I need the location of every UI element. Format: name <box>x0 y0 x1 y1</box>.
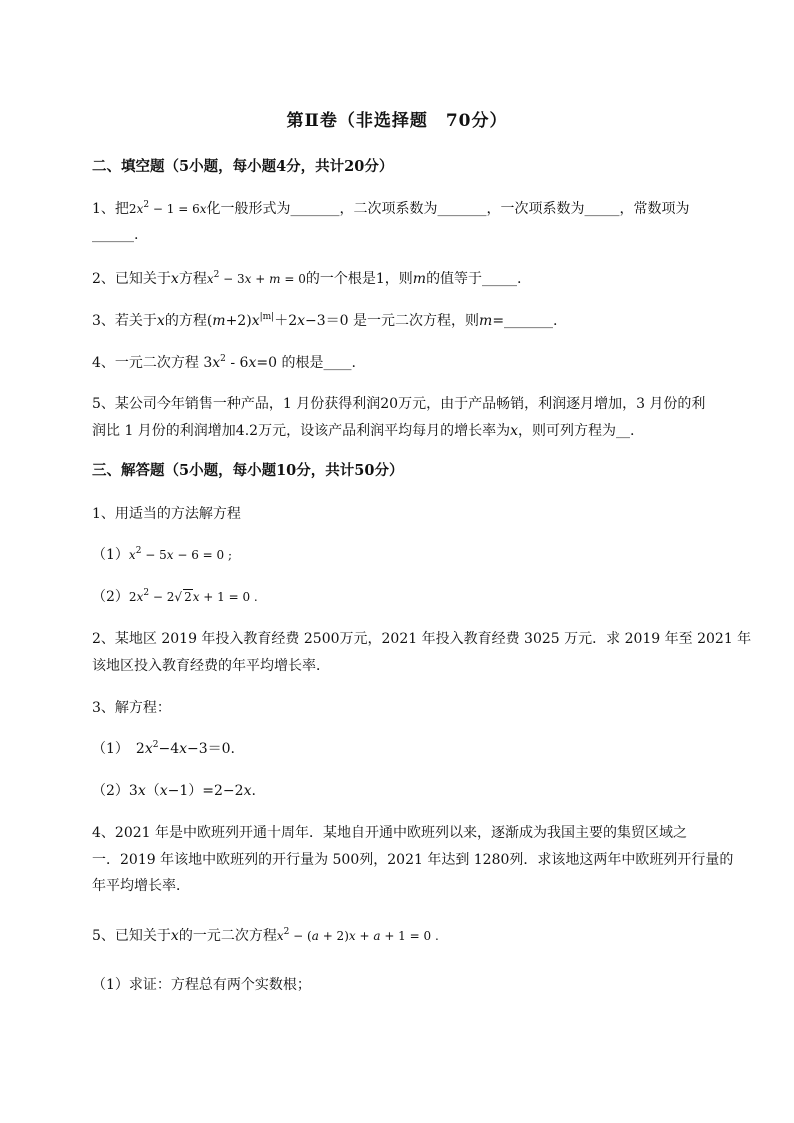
question-2-5-line2: 润比 1 月份的利润增加4.2万元，设该产品利润平均每月的增长率为x，则可列方程为__. <box>92 423 635 439</box>
question-3-3-part2: （2）3x（x−1）=2−2x. <box>92 783 256 799</box>
question-2-5-line1: 5、某公司今年销售一种产品，1 月份获得利润20万元，由于产品畅销，利润逐月增加，3 月份的利 <box>92 396 706 412</box>
question-3-3-part1: （1） $2x^2-4x-3=0$. <box>92 740 236 757</box>
question-2-4: 4、一元二次方程 $3x^2 - 6x=0$ 的根是____. <box>92 354 356 371</box>
question-3-5-part1: （1）求证：方程总有两个实数根； <box>92 977 311 993</box>
section-heading-fill-in: 二、填空题（5小题，每小题4分，共计20分） <box>92 158 394 175</box>
question-3-3: 3、解方程： <box>92 700 171 716</box>
question-3-4-line1: 4、2021 年是中欧班列开通十周年．某地自开通中欧班列以来，逐渐成为我国主要的集贸区域之 <box>92 825 687 841</box>
question-2-2: 2、已知关于x方程$x^2 - 3x + m = 0$的一个根是1，则m的值等于_____. <box>92 270 522 287</box>
question-3-2-line2: 该地区投入教育经费的年平均增长率． <box>92 658 330 674</box>
sqrt-sign: √ <box>174 590 183 604</box>
question-2-1-cont: ______. <box>92 227 139 243</box>
section-heading-solve: 三、解答题（5小题，每小题10分，共计50分） <box>92 462 404 479</box>
question-3-5: 5、已知关于x的一元二次方程$x^2 - (a + 2)x + a + 1 = 0$ . <box>92 927 439 944</box>
question-3-4-line2: 一．2019 年该地中欧班列的开行量为 500列，2021 年达到 1280列．求该地这两年中欧班列开行量的 <box>92 852 734 868</box>
question-3-1-part2: $(2)2x^2 - 2√$ 2x + 1 = 0 . <box>92 588 258 605</box>
question-2-3: 3、若关于x的方程$(m+2)x^{|m|}+2x-3=0$ 是一元二次方程，则m=_______. <box>92 312 558 329</box>
question-3-4-line3: 年平均增长率． <box>92 878 190 894</box>
question-2-1: 1、把$2x^2 - 1 = 6x$化一般形式为_______，二次项系数为_______，一次项系数为_____，常数项为 <box>92 200 690 217</box>
question-3-1-part1: $(1)x^2 - 5x - 6 = 0$ ; <box>92 546 233 563</box>
question-3-1: 1、用适当的方法解方程 <box>92 506 241 522</box>
page-title: 第Ⅱ卷（非选择题 70分） <box>286 111 508 131</box>
question-3-2-line1: 2、某地区 2019 年投入教育经费 2500万元，2021 年投入教育经费 3025 万元．求 2019 年至 2021 年 <box>92 631 752 647</box>
